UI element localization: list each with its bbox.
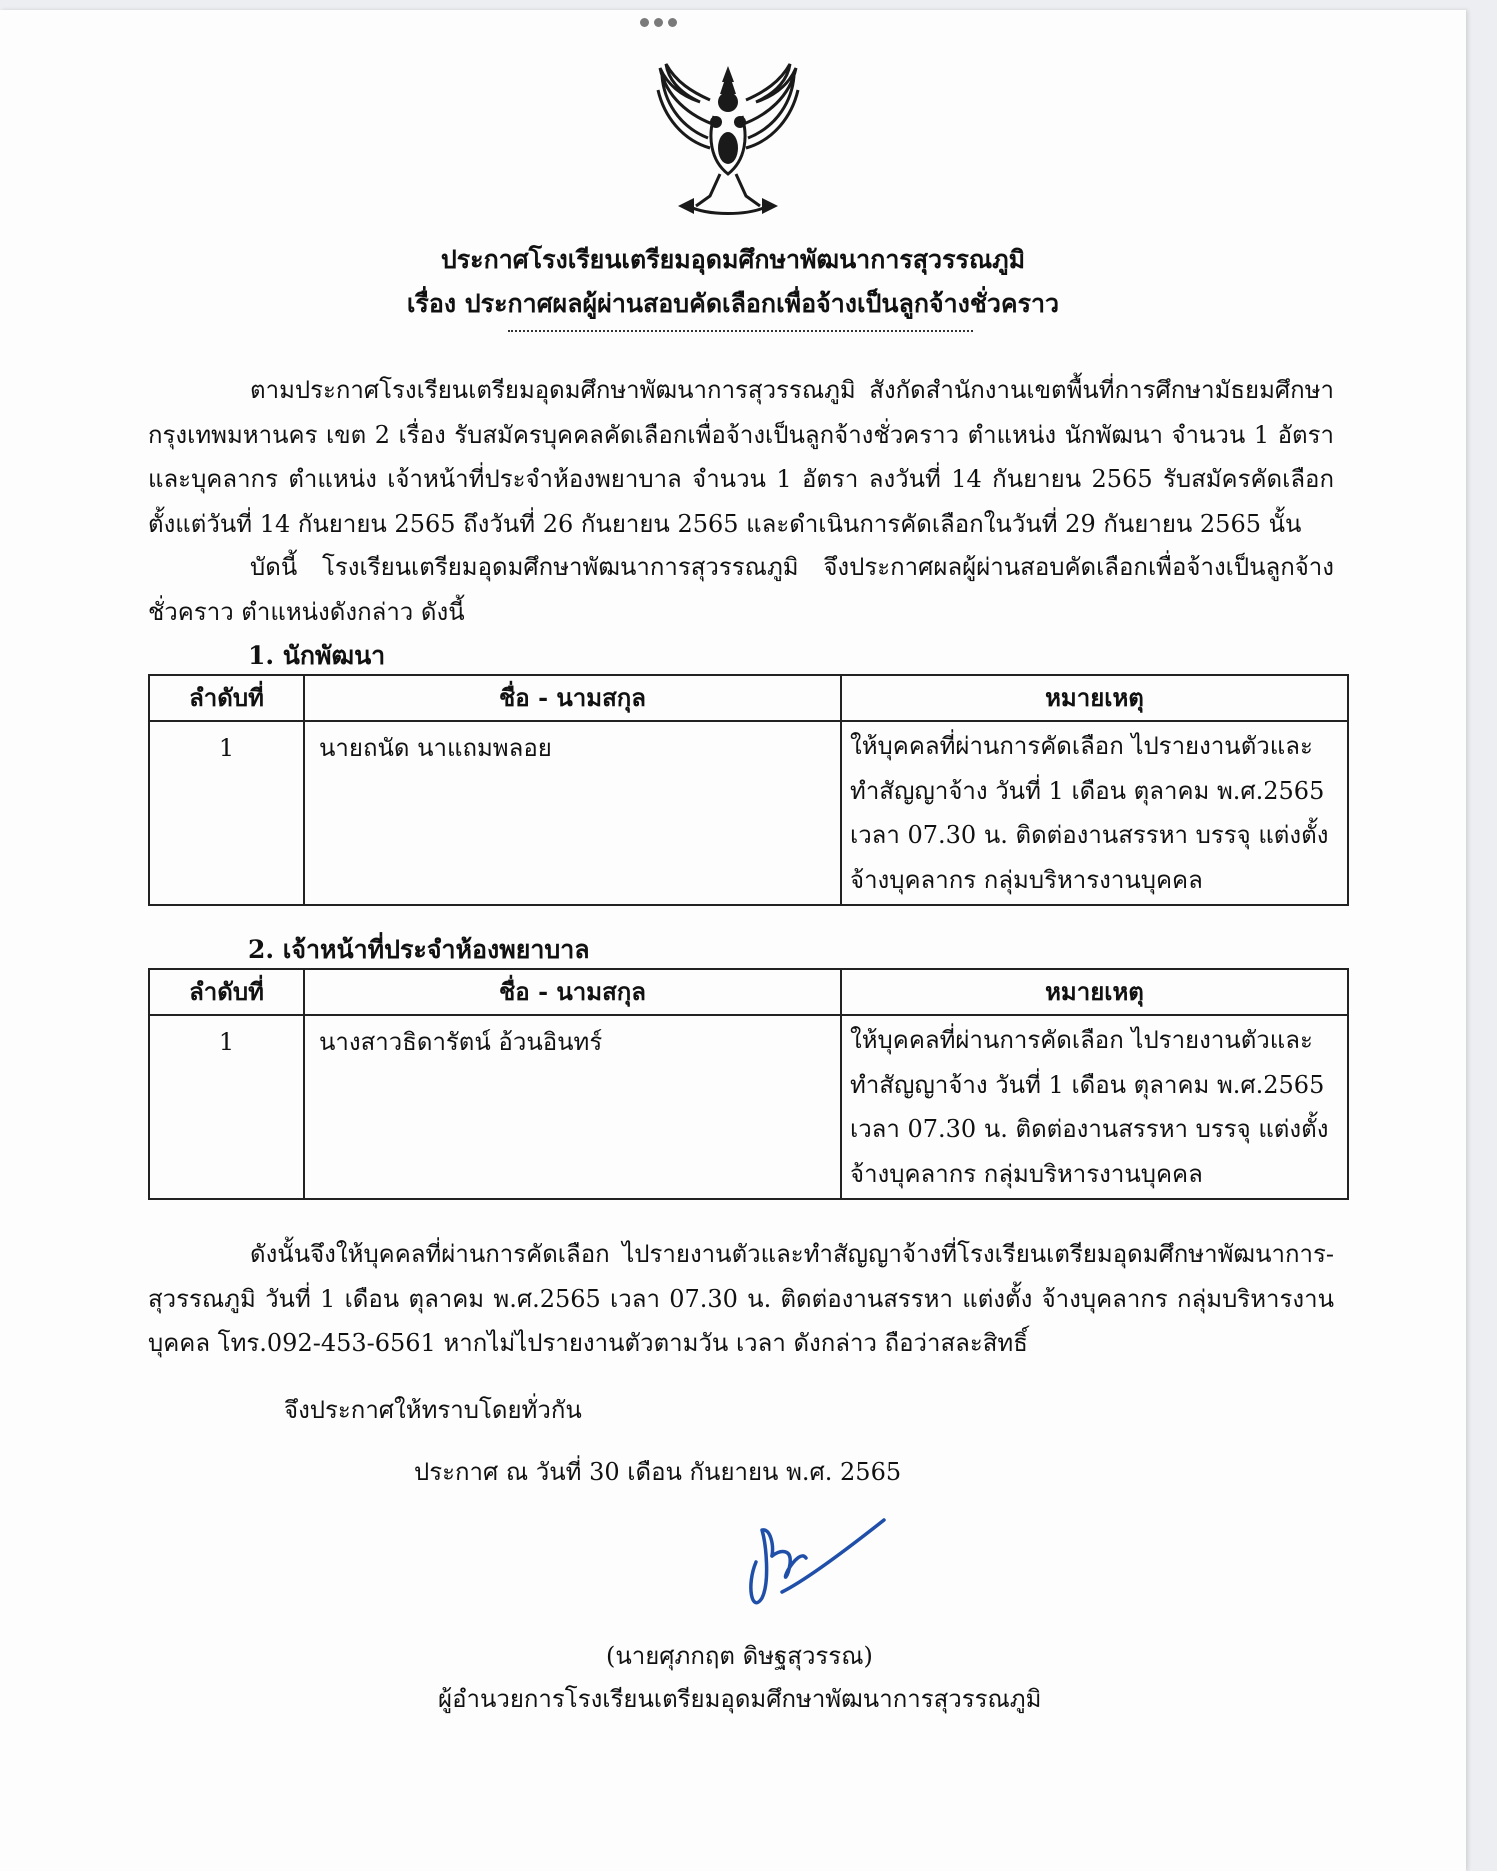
column-header-no: ลำดับที่ bbox=[149, 675, 304, 721]
cell-name: นางสาวธิดารัตน์ อ้วนอินทร์ bbox=[304, 1015, 841, 1199]
column-header-no: ลำดับที่ bbox=[149, 969, 304, 1015]
results-table-2 bbox=[148, 968, 1349, 1200]
table-header-row bbox=[149, 969, 1348, 1015]
results-table-1 bbox=[148, 674, 1349, 906]
handwritten-signature-icon bbox=[736, 1500, 896, 1625]
closing-line: จึงประกาศให้ทราบโดยทั่วกัน bbox=[284, 1396, 582, 1424]
dotted-divider bbox=[508, 330, 973, 332]
section-heading-1: 1. นักพัฒนา bbox=[248, 641, 386, 670]
signer-name: (นายศุภกฤต ดิษฐสุวรรณ) bbox=[606, 1642, 873, 1670]
body-paragraph-2: บัดนี้ โรงเรียนเตรียมอุดมศึกษาพัฒนาการสุวรรณภูมิ จึงประกาศผลผู้ผ่านสอบคัดเลือกเพื่อจ้างเป็นลูกจ้างชั่วคราว ตำแหน่งดังกล่าว ดังนี้ bbox=[148, 553, 1334, 626]
more-options-icon[interactable] bbox=[640, 18, 677, 27]
table-row bbox=[149, 1015, 1348, 1199]
body-paragraph-3: ดังนั้นจึงให้บุคคลที่ผ่านการคัดเลือก ไปรายงานตัวและทำสัญญาจ้างที่โรงเรียนเตรียมอุดมศึกษาพัฒนาการ-สุวรรณภูมิ วันที่ 1 เดือน ตุลาคม พ.ศ.2565 เวลา 07.30 น. ติดต่องานสรรหา แต่งตั้ง จ้างบุคลากร กลุ่มบริหารงานบุคคล โทร.092-453-6561 หากไม่ไปรายงานตัวตามวัน เวลา ดังกล่าว ถือว่าสละสิทธิ์ bbox=[148, 1240, 1334, 1357]
table-row bbox=[149, 721, 1348, 905]
body-paragraph-1: ตามประกาศโรงเรียนเตรียมอุดมศึกษาพัฒนาการสุวรรณภูมิ สังกัดสำนักงานเขตพื้นที่การศึกษามัธยมศึกษากรุงเทพมหานคร เขต 2 เรื่อง รับสมัครบุคคลคัดเลือกเพื่อจ้างเป็นลูกจ้างชั่วคราว ตำแหน่ง นักพัฒนา จำนวน 1 อัตรา และบุคลากร ตำแหน่ง เจ้าหน้าที่ประจำห้องพยาบาล จำนวน 1 อัตรา ลงวันที่ 14 กันยายน 2565 รับสมัครคัดเลือกตั้งแต่วันที่ 14 กันยายน 2565 ถึงวันที่ 26 กันยายน 2565 และดำเนินการคัดเลือกในวันที่ 29 กันยายน 2565 นั้น bbox=[148, 376, 1334, 538]
column-header-remark: หมายเหตุ bbox=[841, 969, 1348, 1015]
signer-position: ผู้อำนวยการโรงเรียนเตรียมอุดมศึกษาพัฒนาการสุวรรณภูมิ bbox=[438, 1685, 1042, 1713]
column-header-name: ชื่อ - นามสกุล bbox=[304, 675, 841, 721]
column-header-name: ชื่อ - นามสกุล bbox=[304, 969, 841, 1015]
cell-name: นายถนัด นาแถมพลอย bbox=[304, 721, 841, 905]
garuda-emblem-icon bbox=[648, 56, 808, 226]
announcement-date: ประกาศ ณ วันที่ 30 เดือน กันยายน พ.ศ. 2565 bbox=[414, 1458, 902, 1486]
column-header-remark: หมายเหตุ bbox=[841, 675, 1348, 721]
cell-remark: ให้บุคคลที่ผ่านการคัดเลือก ไปรายงานตัวและทำสัญญาจ้าง วันที่ 1 เดือน ตุลาคม พ.ศ.2565 เวลา 07.30 น. ติดต่องานสรรหา บรรจุ แต่งตั้ง จ้างบุคลากร กลุ่มบริหารงานบุคคล bbox=[841, 721, 1348, 905]
section-heading-2: 2. เจ้าหน้าที่ประจำห้องพยาบาล bbox=[248, 935, 590, 964]
cell-remark: ให้บุคคลที่ผ่านการคัดเลือก ไปรายงานตัวและทำสัญญาจ้าง วันที่ 1 เดือน ตุลาคม พ.ศ.2565 เวลา 07.30 น. ติดต่องานสรรหา บรรจุ แต่งตั้ง จ้างบุคลากร กลุ่มบริหารงานบุคคล bbox=[841, 1015, 1348, 1199]
cell-no: 1 bbox=[149, 721, 304, 905]
table-header-row bbox=[149, 675, 1348, 721]
cell-no: 1 bbox=[149, 1015, 304, 1199]
document-page bbox=[0, 10, 1466, 1871]
document-title: ประกาศโรงเรียนเตรียมอุดมศึกษาพัฒนาการสุวรรณภูมิ bbox=[440, 245, 1026, 274]
document-subject: เรื่อง ประกาศผลผู้ผ่านสอบคัดเลือกเพื่อจ้างเป็นลูกจ้างชั่วคราว bbox=[406, 289, 1060, 318]
